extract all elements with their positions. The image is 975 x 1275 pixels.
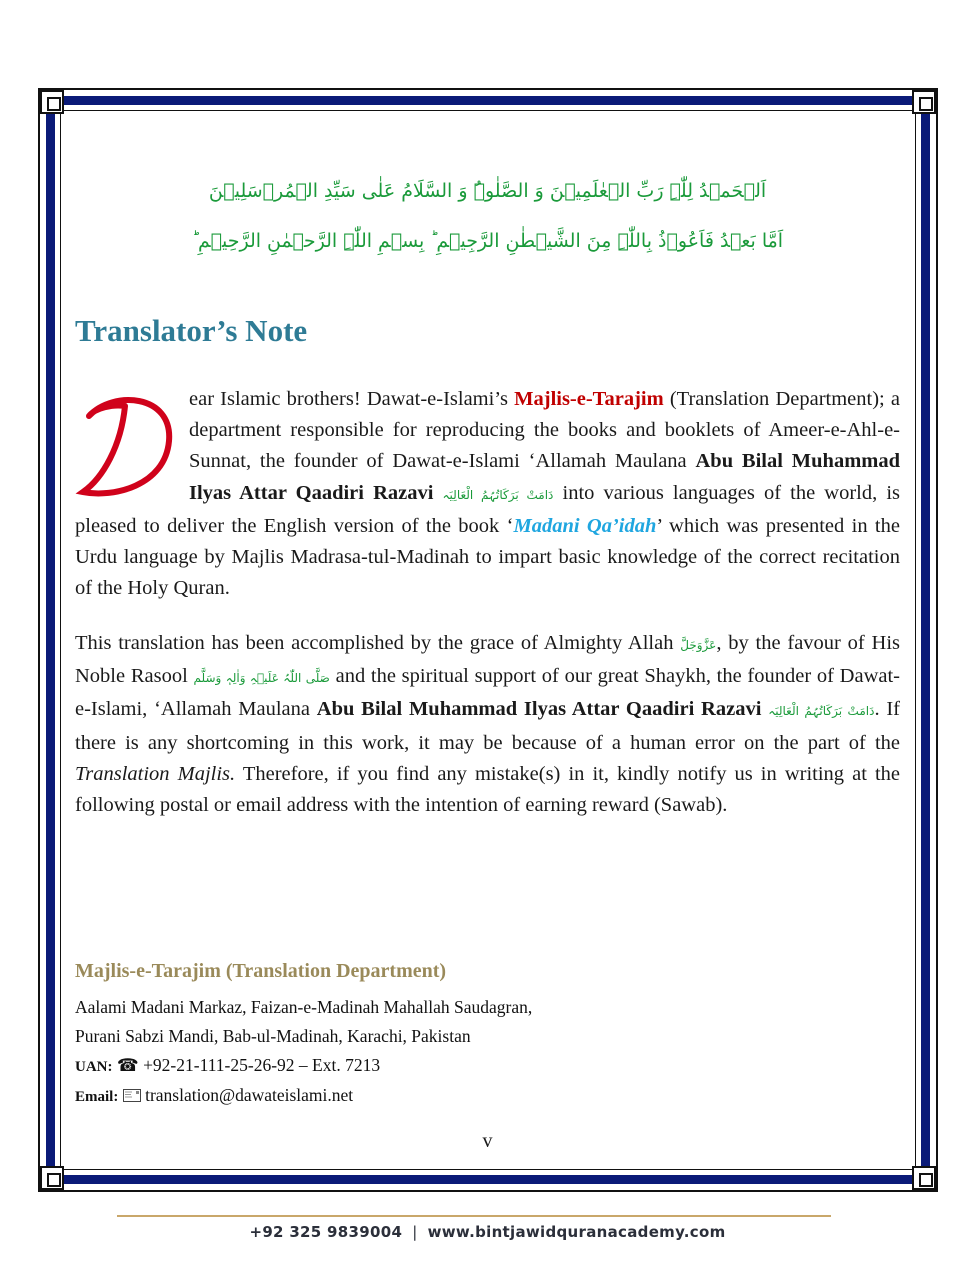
author-name: Abu Bilal Muhammad Ilyas Attar Qaadiri Razavi bbox=[189, 450, 900, 504]
page-number: v bbox=[482, 1130, 493, 1152]
book-title: Madani Qa’idah bbox=[513, 514, 657, 537]
para1-text-4: ’ which was presented in the Urdu language by Majlis Madrasa-tul-Madinah to impart basic knowledge of the correct recitation of the Holy Quran. bbox=[75, 514, 900, 600]
address-line-2: Purani Sabzi Mandi, Bab-ul-Madinah, Karachi, Pakistan bbox=[75, 1026, 471, 1046]
department-title: Majlis-e-Tarajim (Translation Department) bbox=[75, 960, 447, 982]
uan-line bbox=[75, 1055, 380, 1076]
footer-phone: +92 325 9839004 bbox=[249, 1223, 403, 1241]
corner-ornament-bottom-right bbox=[912, 1166, 936, 1190]
para2-text-3: and the spiritual support of our great Shaykh, the founder of Dawat-e-Islami, ‘Allamah Maulana bbox=[75, 665, 901, 721]
para2-text-2: , by the favour of His Noble Rasool bbox=[75, 632, 901, 688]
para2-text-4: . If there is any shortcoming in this work, it may be because of a human error on the part of the bbox=[75, 698, 901, 754]
para1-text-2: (Translation Department); a department responsible for reproducing the books and booklets of Ameer-e-Ahl-e-Sunnat, the founder of Dawat-e-Islami ‘Allamah Maulana bbox=[189, 388, 900, 473]
para1-text-1: ear Islamic brothers! Dawat-e-Islami’s bbox=[189, 388, 515, 410]
arabic-honorific: دَامَتْ بَرَکَاتُہُمُ الْعَالِیَہ bbox=[768, 704, 875, 719]
uan-label: UAN: bbox=[75, 1059, 113, 1075]
phone-icon: ☎ bbox=[116, 1055, 139, 1075]
email-line bbox=[75, 1085, 353, 1106]
para2-text-5: Therefore, if you find any mistake(s) in it, kindly notify us in writing at the following postal or email address with the intention of earning reward (Sawab). bbox=[75, 762, 900, 817]
address-line-1: Aalami Madani Markaz, Faizan-e-Madinah Mahallah Saudagran, bbox=[75, 997, 533, 1017]
footer-divider bbox=[117, 1215, 831, 1217]
arabic-honorific: دَامَتْ بَرَکَاتُہُمُ الْعَالِیَہ bbox=[442, 487, 554, 502]
translation-majlis-italic: Translation Majlis. bbox=[75, 762, 236, 785]
author-name: Abu Bilal Muhammad Ilyas Attar Qaadiri Razavi bbox=[316, 698, 762, 721]
para2-text-1: This translation has been accomplished by the grace of Almighty Allah bbox=[75, 632, 681, 654]
page-title: Translator’s Note bbox=[75, 313, 308, 348]
corner-ornament-top-left bbox=[40, 90, 64, 114]
arabic-invocation-line-1: اَلۡحَمۡدُ لِلّٰہِ رَبِّ الۡعٰلَمِیۡنَ وَ الصَّلٰوۃُ وَ السَّلَامُ عَلٰی سَیِّدِ الۡمُرۡسَلِیۡنَ bbox=[208, 180, 767, 202]
arabic-honorific-allah: عَزَّوَجَلَّ bbox=[680, 638, 717, 652]
email-value[interactable]: translation@dawateislami.net bbox=[145, 1085, 354, 1105]
footer-separator: | bbox=[412, 1223, 418, 1241]
corner-ornament-bottom-left bbox=[40, 1166, 64, 1190]
drop-cap-letter-d bbox=[73, 386, 183, 504]
uan-value: +92-21-111-25-26-92 – Ext. 7213 bbox=[143, 1055, 381, 1075]
paragraph-acknowledgement bbox=[75, 628, 900, 821]
footer-bar bbox=[0, 1223, 975, 1241]
corner-ornament-top-right bbox=[912, 90, 936, 114]
arabic-invocation-line-2: اَمَّا بَعۡدُ فَاَعُوۡذُ بِاللّٰہِ مِنَ الشَّیۡطٰنِ الرَّجِیۡمِ ؕ بِسۡمِ اللّٰہِ الرَّحۡمٰنِ الرَّحِیۡمِ ؕ bbox=[191, 230, 784, 252]
envelope-icon bbox=[123, 1089, 141, 1102]
arabic-honorific-rasool: صَلَّی اللّٰہُ عَلَیۡہِ وَاٰلِہٖ وَسَلَّم bbox=[193, 671, 330, 686]
email-label: Email: bbox=[75, 1089, 119, 1105]
department-name-highlight: Majlis-e-Tarajim bbox=[514, 388, 664, 410]
paragraph-intro bbox=[75, 384, 900, 604]
para1-text-3: into various languages of the world, is pleased to deliver the English version of the book ‘ bbox=[75, 481, 900, 537]
footer-website-link[interactable]: www.bintjawidquranacademy.com bbox=[427, 1223, 726, 1241]
